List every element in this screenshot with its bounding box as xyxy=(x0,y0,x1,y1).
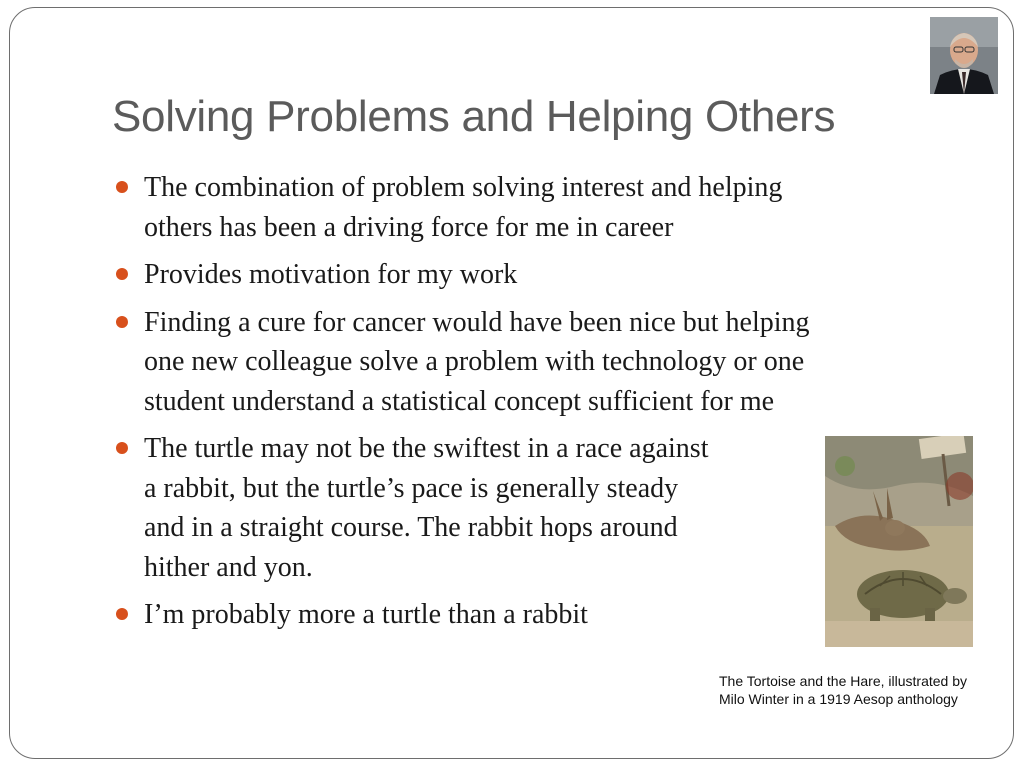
bullet-line: Provides motivation for my work xyxy=(144,259,518,290)
bullet-dot-icon xyxy=(116,268,128,280)
bullet-list xyxy=(114,168,944,643)
bullet-line: student understand a statistical concept sufficient for me xyxy=(144,385,775,417)
bullet-item xyxy=(114,595,944,635)
bullet-line: The turtle may not be the swiftest in a race against xyxy=(144,433,709,464)
bullet-line: a rabbit, but the turtle’s pace is generally steady xyxy=(144,472,679,504)
tortoise-and-hare-illustration xyxy=(825,436,973,647)
bullet-dot-icon xyxy=(116,608,128,620)
bullet-line: one new colleague solve a problem with technology or one xyxy=(144,346,805,377)
bullet-item xyxy=(114,303,944,422)
bullet-item xyxy=(114,168,944,247)
bullet-line: others has been a driving force for me in career xyxy=(144,211,674,243)
slide-title: Solving Problems and Helping Others xyxy=(112,92,836,141)
caption-line: Milo Winter in a 1919 Aesop anthology xyxy=(719,691,958,707)
bullet-line: and in a straight course. The rabbit hops around xyxy=(144,512,678,543)
bullet-line: The combination of problem solving interest and helping xyxy=(144,172,783,203)
caption-line: The Tortoise and the Hare, illustrated by xyxy=(719,673,967,689)
bullet-line: I’m probably more a turtle than a rabbit xyxy=(144,599,588,630)
author-portrait-photo xyxy=(930,17,998,94)
bullet-line: Finding a cure for cancer would have been nice but helping xyxy=(144,306,810,338)
bullet-line: hither and yon. xyxy=(144,551,313,583)
bullet-dot-icon xyxy=(116,181,128,193)
image-caption xyxy=(719,672,967,708)
bullet-dot-icon xyxy=(116,316,128,328)
bullet-item xyxy=(114,255,944,295)
bullet-dot-icon xyxy=(116,442,128,454)
bullet-item xyxy=(114,429,814,587)
